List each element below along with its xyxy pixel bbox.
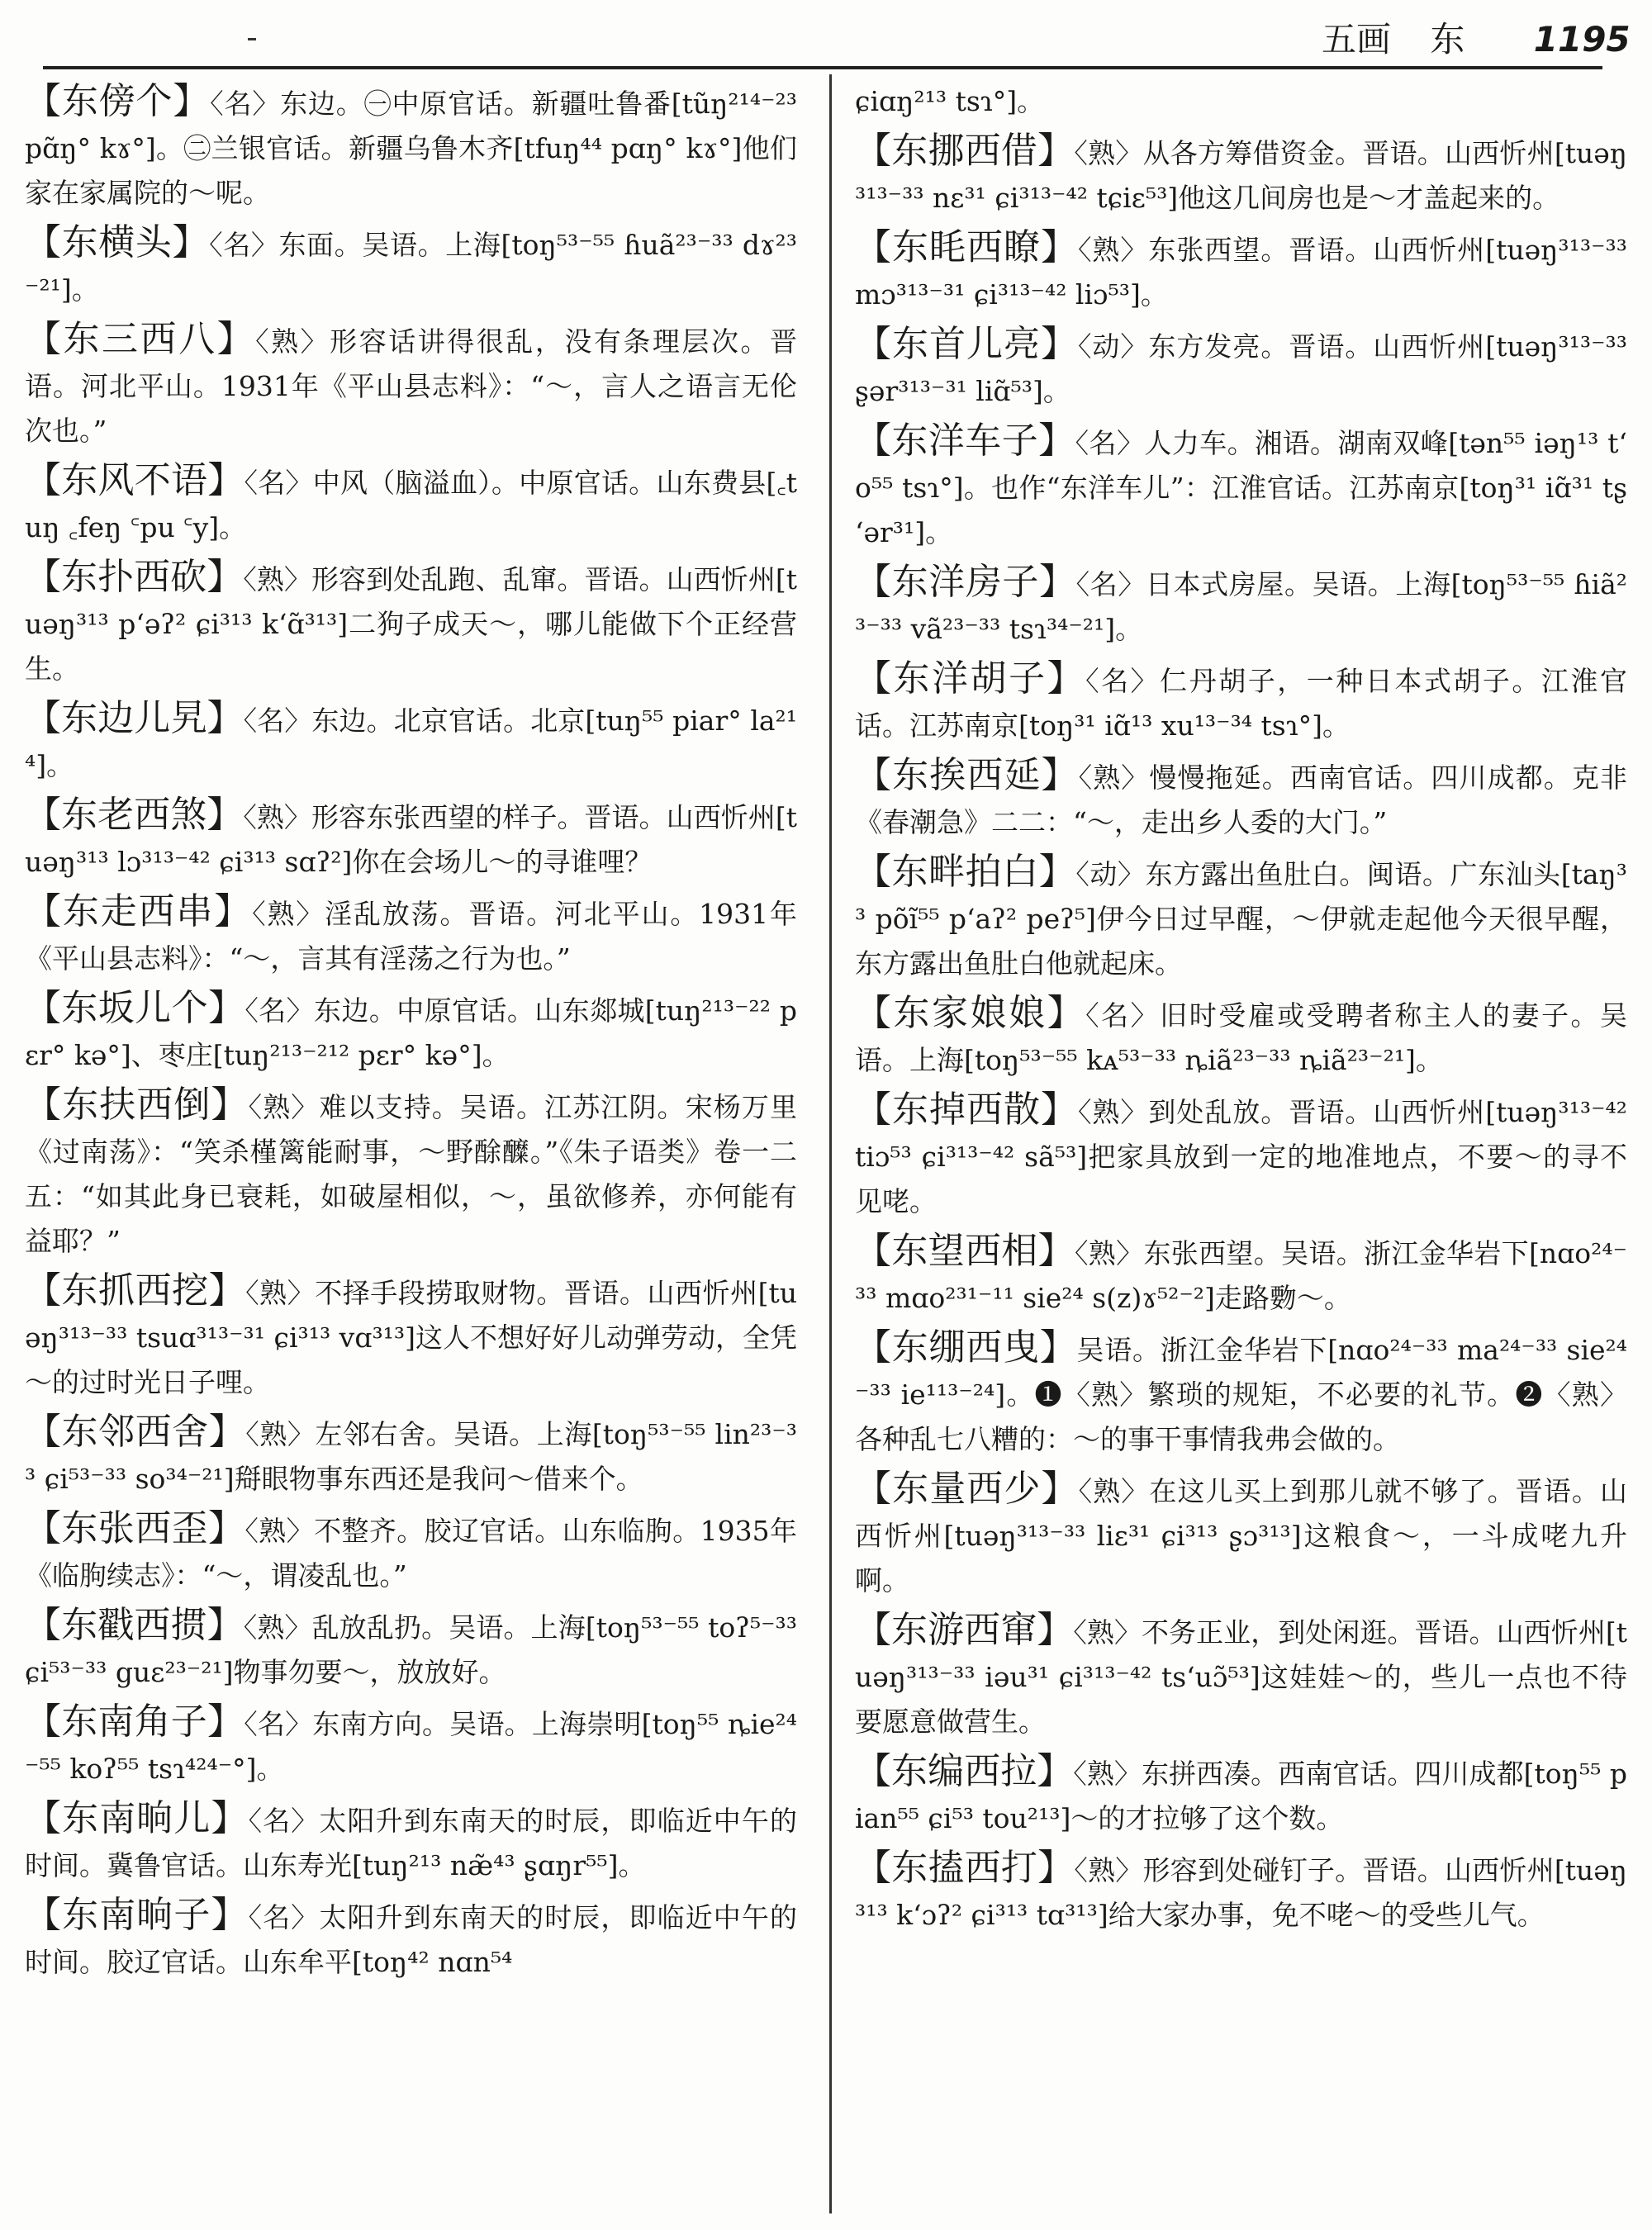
entry-headword: 【东畔拍白】 bbox=[855, 851, 1076, 893]
dictionary-entry bbox=[855, 322, 1627, 414]
dictionary-entry bbox=[25, 1700, 797, 1791]
header-rule bbox=[43, 66, 1602, 69]
entry-headword: 【东洋车子】 bbox=[855, 420, 1075, 462]
entry-definition: 〈名〉东面。吴语。上海[toŋ⁵³⁻⁵⁵ ɦuã²³⁻³³ dɤ²³⁻²¹]。 bbox=[25, 229, 797, 306]
entry-definition: 〈名〉旧时受雇或受聘者称主人的妻子。吴语。上海[toŋ⁵³⁻⁵⁵ kᴀ⁵³⁻³³ ȵiã²³⁻³³ ȵiã²³⁻²¹]。 bbox=[855, 999, 1627, 1076]
dictionary-entry bbox=[25, 793, 797, 885]
entry-definition: 〈熟〉东张西望。晋语。山西忻州[tuəŋ³¹³⁻³³ mɔ³¹³⁻³¹ ɕi³¹³⁻⁴² liɔ⁵³]。 bbox=[855, 234, 1627, 311]
entry-headword: 【东南角子】 bbox=[25, 1701, 244, 1743]
dictionary-entry bbox=[25, 1796, 797, 1888]
dictionary-entry bbox=[855, 560, 1627, 652]
entry-headword: 【东边儿旯】 bbox=[25, 697, 244, 739]
entry-headword: 【东洋房子】 bbox=[855, 561, 1076, 603]
entry-headword: 【东傍个】 bbox=[25, 80, 211, 122]
entry-headword: 【东绷西曳】 bbox=[855, 1326, 1077, 1369]
entry-headword: 【东坂儿个】 bbox=[25, 987, 245, 1029]
dictionary-entry bbox=[855, 1846, 1627, 1938]
entry-definition: 〈熟〉从各方筹借资金。晋语。山西忻州[tuəŋ³¹³⁻³³ nɛ³¹ ɕi³¹³⁻⁴² tɕiɛ⁵³]他这几间房也是～才盖起来的。 bbox=[855, 137, 1627, 214]
entry-definition: 〈熟〉东拼西凑。西南官话。四川成都[toŋ⁵⁵ pian⁵⁵ ɕi⁵³ tou²¹³]～的才拉够了这个数。 bbox=[855, 1758, 1627, 1834]
entry-definition: 〈熟〉乱放乱扔。吴语。上海[toŋ⁵³⁻⁵⁵ toʔ⁵⁻³³ ɕi⁵³⁻³³ guɛ²³⁻²¹]物事勿要～，放放好。 bbox=[25, 1611, 797, 1688]
dictionary-entry bbox=[25, 458, 797, 550]
entry-definition: 〈名〉仁丹胡子，一种日本式胡子。江淮官话。江苏南京[toŋ³¹ iɑ̃¹³ xu¹³⁻³⁴ tsɿ°]。 bbox=[855, 665, 1627, 742]
entry-definition: 〈名〉东南方向。吴语。上海崇明[toŋ⁵⁵ ȵie²⁴⁻⁵⁵ koʔ⁵⁵ tsɿ⁴²⁴⁻°]。 bbox=[25, 1708, 797, 1785]
dictionary-entry bbox=[25, 1893, 797, 1985]
entry-headword: 【东洋胡子】 bbox=[855, 657, 1086, 700]
dictionary-entry bbox=[855, 1467, 1627, 1603]
dictionary-entry bbox=[855, 1608, 1627, 1744]
entry-headword: 【东南晌儿】 bbox=[25, 1797, 249, 1839]
entry-definition: 〈熟〉慢慢拖延。西南官话。四川成都。克非《春潮急》二二：“～，走出乡人委的大门。” bbox=[855, 762, 1627, 838]
dictionary-entry bbox=[855, 1326, 1627, 1462]
dictionary-entry bbox=[25, 317, 797, 453]
entry-headword: 【东挪西借】 bbox=[855, 130, 1075, 172]
entry-definition: 〈名〉太阳升到东南天的时辰，即临近中午的时间。胶辽官话。山东牟平[toŋ⁴² nɑn⁵⁴ bbox=[25, 1901, 797, 1978]
dictionary-entry bbox=[25, 1603, 797, 1695]
entry-definition: 〈名〉东边。㊀中原官话。新疆吐鲁番[tũŋ²¹⁴⁻²³ pɑ̃ŋ° kɤ°]。㊁兰银官话。新疆乌鲁木齐[tfuŋ⁴⁴ pɑŋ° kɤ°]他们家在家属院的～呢。 bbox=[25, 88, 797, 209]
entry-headword: 【东眊西瞭】 bbox=[855, 226, 1078, 268]
entry-headword: 【东扑西砍】 bbox=[25, 556, 244, 598]
dictionary-entry bbox=[855, 1088, 1627, 1224]
entry-definition: 〈熟〉难以支持。吴语。江苏江阴。宋杨万里《过南荡》：“笑杀槿篱能耐事，～野酴醾。”《朱子语类》卷一二五：“如其此身已衰耗，如破屋相似，～，虽欲修养，亦何能有益耶？” bbox=[25, 1091, 797, 1257]
dictionary-entry bbox=[855, 753, 1627, 845]
entry-definition: 〈熟〉在这儿买上到那儿就不够了。晋语。山西忻州[tuəŋ³¹³⁻³³ liɛ³¹ ɕi³¹³ ʂɔ³¹³]这粮食～，一斗成咾九升啊。 bbox=[855, 1475, 1627, 1597]
dictionary-entry bbox=[855, 419, 1627, 555]
dictionary-entry bbox=[855, 1749, 1627, 1841]
entry-definition: 〈名〉中风（脑溢血）。中原官话。山东费县[꜀tuŋ ꜀feŋ ꜂pu ꜂y]。 bbox=[25, 467, 797, 543]
entry-definition: 〈熟〉到处乱放。晋语。山西忻州[tuəŋ³¹³⁻⁴² tiɔ⁵³ ɕi³¹³⁻⁴² sã⁵³]把家具放到一定的地准地点，不要～的寻不见咾。 bbox=[855, 1096, 1627, 1217]
entry-headword: 【东抓西挖】 bbox=[25, 1269, 246, 1312]
dictionary-entry bbox=[855, 129, 1627, 221]
entry-headword: 【东掉西散】 bbox=[855, 1089, 1078, 1131]
entry-headword: 【东南晌子】 bbox=[25, 1894, 249, 1936]
header-character: 东 bbox=[1430, 19, 1465, 59]
entry-headword: 【东挨西延】 bbox=[855, 754, 1079, 796]
dictionary-entry bbox=[25, 221, 797, 312]
entry-headword: 【东戳西掼】 bbox=[25, 1604, 244, 1646]
dictionary-entry bbox=[855, 225, 1627, 317]
entry-definition: 〈熟〉东张西望。吴语。浙江金华岩下[nɑo²⁴⁻³³ mɑo²³¹⁻¹¹ sie²⁴ s(z)ɤ⁵²⁻²]走路覅～。 bbox=[855, 1237, 1627, 1314]
continuation-text: ɕiɑŋ²¹³ tsɿ°]。 bbox=[855, 85, 1045, 117]
entry-definition: 〈熟〉形容到处碰钉子。晋语。山西忻州[tuəŋ³¹³ kʻɔʔ² ɕi³¹³ tɑ³¹³]给大家办事，免不咾～的受些儿气。 bbox=[855, 1854, 1627, 1931]
dictionary-entry bbox=[25, 1410, 797, 1502]
entry-definition: 〈动〉东方发亮。晋语。山西忻州[tuəŋ³¹³⁻³³ ʂər³¹³⁻³¹ liɑ̃⁵³]。 bbox=[855, 330, 1627, 407]
entry-definition: 〈熟〉形容到处乱跑、乱窜。晋语。山西忻州[tuəŋ³¹³ pʻəʔ² ɕi³¹³ kʻɑ̃³¹³]二狗子成天～，哪儿能做下个正经营生。 bbox=[25, 563, 797, 685]
entry-headword: 【东邻西舍】 bbox=[25, 1411, 246, 1453]
dictionary-entry bbox=[855, 850, 1627, 986]
entry-headword: 【东搕西打】 bbox=[855, 1847, 1075, 1889]
entry-definition: 〈名〉日本式房屋。吴语。上海[toŋ⁵³⁻⁵⁵ ɦiã²³⁻³³ vã²³⁻³³ tsɿ³⁴⁻²¹]。 bbox=[855, 568, 1627, 645]
entry-definition: 吴语。浙江金华岩下[nɑo²⁴⁻³³ ma²⁴⁻³³ sie²⁴⁻³³ ie¹¹³⁻²⁴]。❶〈熟〉繁琐的规矩，不必要的礼节。❷〈熟〉各种乱七八糟的：～的事干事情我弗会做的。 bbox=[855, 1334, 1627, 1455]
dictionary-entry bbox=[25, 79, 797, 216]
entry-definition: 〈名〉东边。中原官话。山东郯城[tuŋ²¹³⁻²² pɛr° kə°]、枣庄[tuŋ²¹³⁻²¹² pɛr° kə°]。 bbox=[25, 994, 797, 1071]
entry-definition: 〈熟〉淫乱放荡。晋语。河北平山。1931年《平山县志料》：“～，言其有淫荡之行为也。” bbox=[25, 898, 797, 975]
dictionary-entry bbox=[25, 986, 797, 1078]
stray-mark bbox=[248, 38, 256, 40]
right-column bbox=[855, 79, 1627, 2218]
dictionary-entry bbox=[25, 890, 797, 981]
entry-definition: 〈动〉东方露出鱼肚白。闽语。广东汕头[taŋ³³ põĩ⁵⁵ pʻaʔ² peʔ⁵]伊今日过早醒，～伊就走起他今天很早醒，东方露出鱼肚白他就起床。 bbox=[855, 858, 1627, 980]
dictionary-entry bbox=[25, 696, 797, 788]
dictionary-entry bbox=[25, 1083, 797, 1264]
entry-headword: 【东风不语】 bbox=[25, 459, 244, 501]
entry-definition: 〈名〉太阳升到东南天的时辰，即临近中午的时间。冀鲁官话。山东寿光[tuŋ²¹³ næ̃⁴³ ʂɑŋr⁵⁵]。 bbox=[25, 1805, 797, 1881]
section-label: 五画 bbox=[1322, 19, 1392, 59]
dictionary-entry bbox=[855, 991, 1627, 1083]
dictionary-entry bbox=[855, 657, 1627, 748]
entry-headword: 【东望西相】 bbox=[855, 1230, 1075, 1272]
dictionary-entry bbox=[25, 1269, 797, 1405]
dictionary-entry bbox=[25, 1506, 797, 1598]
entry-headword: 【东量西少】 bbox=[855, 1468, 1079, 1510]
page-number: 1195 bbox=[1533, 19, 1631, 59]
entry-definition: 〈熟〉形容话讲得很乱，没有条理层次。晋语。河北平山。1931年《平山县志料》：“～，言人之语言无伦次也。” bbox=[25, 325, 797, 447]
entry-headword: 【东横头】 bbox=[25, 221, 210, 263]
column-divider bbox=[829, 74, 832, 2213]
entry-definition: 〈名〉人力车。湘语。湖南双峰[tən⁵⁵ iəŋ¹³ tʻo⁵⁵ tsɿ°]。也作“东洋车儿”：江淮官话。江苏南京[toŋ³¹ iɑ̃³¹ tʂʻər³¹]。 bbox=[855, 427, 1627, 548]
entry-headword: 【东张西歪】 bbox=[25, 1507, 245, 1549]
entry-definition: 〈熟〉不择手段捞取财物。晋语。山西忻州[tuəŋ³¹³⁻³³ tsuɑ³¹³⁻³¹ ɕi³¹³ vɑ³¹³]这人不想好好儿动弹劳动，全凭～的过时光日子哩。 bbox=[25, 1277, 797, 1398]
dictionary-entry bbox=[855, 1229, 1627, 1321]
entry-headword: 【东走西串】 bbox=[25, 890, 253, 932]
entry-definition: 〈名〉东边。北京官话。北京[tuŋ⁵⁵ piar° la²¹⁴]。 bbox=[25, 705, 797, 781]
entry-headword: 【东编西拉】 bbox=[855, 1750, 1074, 1792]
entry-headword: 【东家娘娘】 bbox=[855, 992, 1086, 1034]
entry-headword: 【东老西煞】 bbox=[25, 794, 244, 836]
entry-headword: 【东首儿亮】 bbox=[855, 323, 1078, 365]
entry-definition: 〈熟〉不务正业，到处闲逛。晋语。山西忻州[tuəŋ³¹³⁻³³ iəu³¹ ɕi³¹³⁻⁴² tsʻuɔ̃⁵³]这娃娃～的，些儿一点也不待要愿意做营生。 bbox=[855, 1616, 1627, 1738]
left-column bbox=[25, 79, 797, 2218]
entry-headword: 【东游西窜】 bbox=[855, 1609, 1074, 1651]
entry-definition: 〈熟〉形容东张西望的样子。晋语。山西忻州[tuəŋ³¹³ lɔ³¹³⁻⁴² ɕi³¹³ sɑʔ²]你在会场儿～的寻谁哩？ bbox=[25, 801, 797, 878]
entry-headword: 【东三西八】 bbox=[25, 318, 256, 360]
entry-headword: 【东扶西倒】 bbox=[25, 1084, 249, 1126]
page-header bbox=[1322, 15, 1631, 64]
entry-definition: 〈熟〉不整齐。胶辽官话。山东临朐。1935年《临朐续志》：“～，谓凌乱也。” bbox=[25, 1515, 797, 1592]
entry-definition: 〈熟〉左邻右舍。吴语。上海[toŋ⁵³⁻⁵⁵ lin²³⁻³³ ɕi⁵³⁻³³ so³⁴⁻²¹]搿眼物事东西还是我问～借来个。 bbox=[25, 1418, 797, 1495]
dictionary-entry bbox=[25, 555, 797, 691]
